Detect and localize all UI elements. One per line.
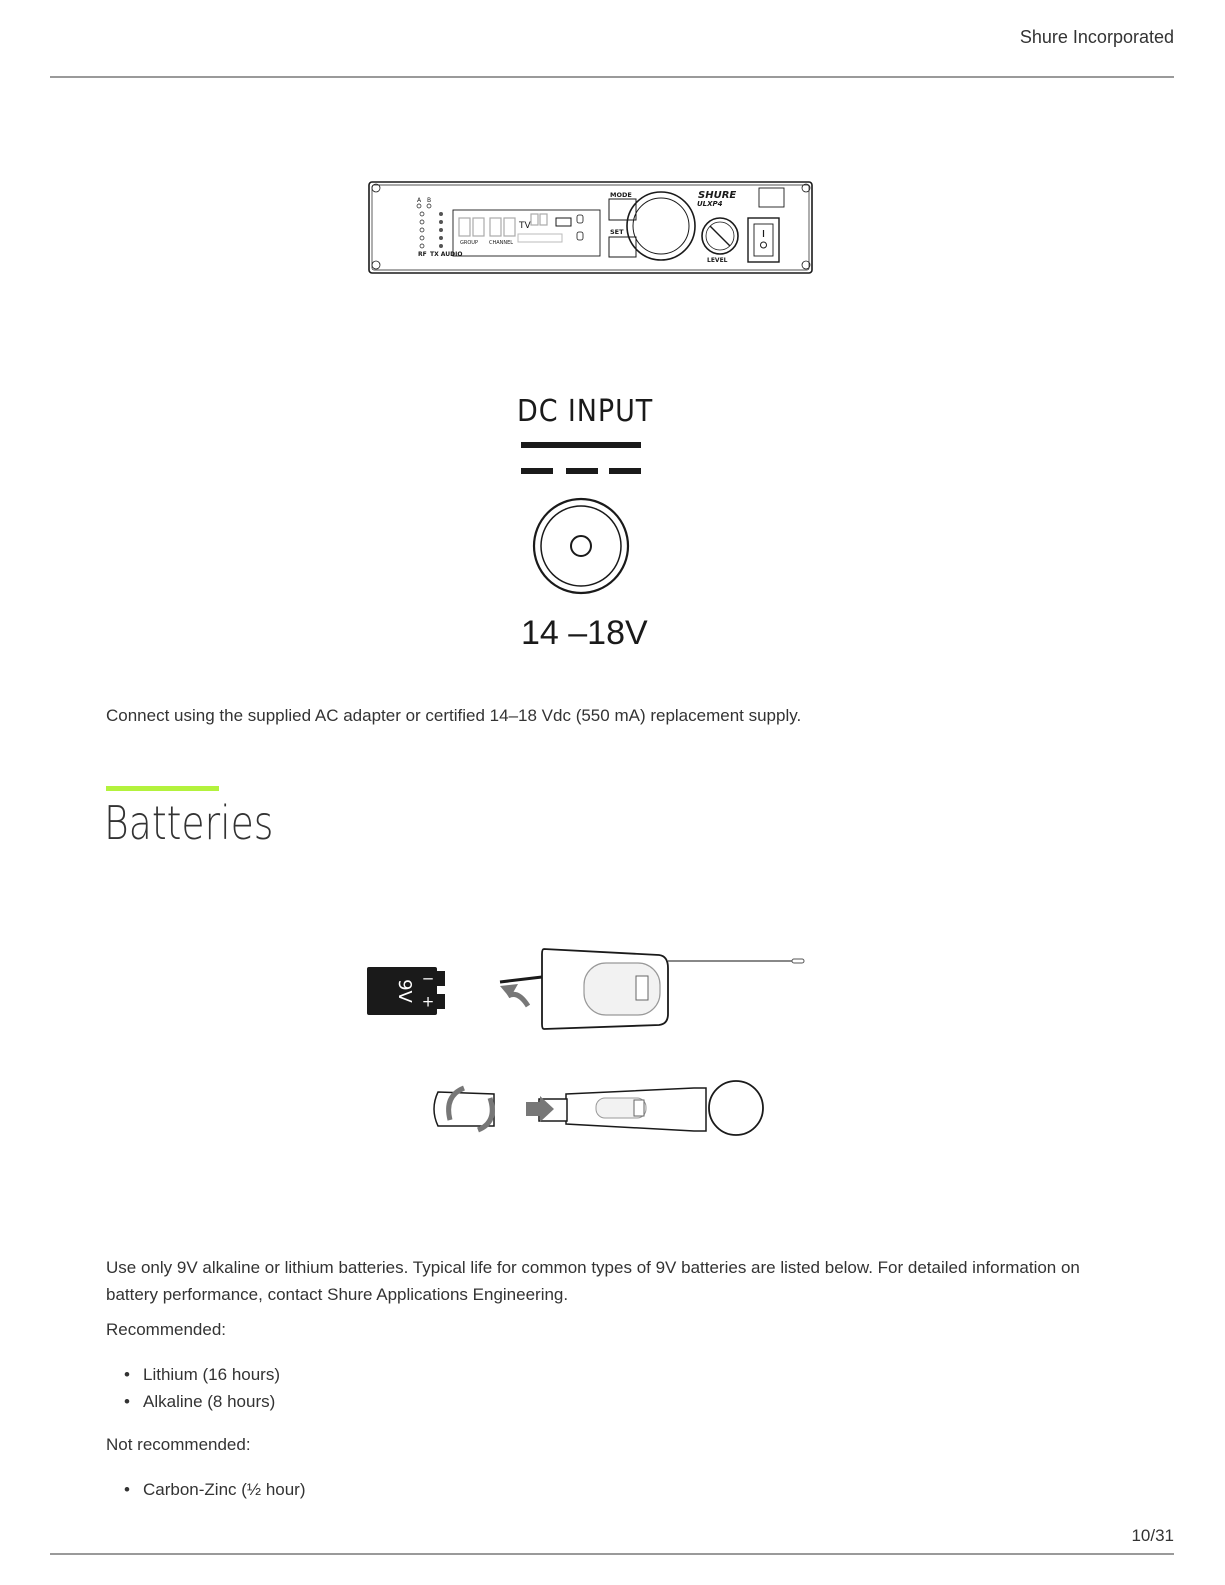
label-tx-audio: TX AUDIO — [430, 251, 463, 258]
model-name: ULXP4 — [697, 200, 723, 208]
not-recommended-label: Not recommended: — [106, 1435, 251, 1454]
list-item: • Lithium (16 hours) — [124, 1361, 280, 1388]
dc-jack-icon — [534, 499, 628, 593]
label-tv: TV — [519, 221, 531, 231]
brand-logo: SHURE — [698, 190, 737, 201]
label-b: B — [427, 197, 432, 204]
handheld-microphone-icon — [434, 1081, 763, 1135]
label-a: A — [417, 197, 422, 204]
dc-solid-line — [521, 442, 641, 448]
footer-divider — [50, 1553, 1174, 1555]
label-level: LEVEL — [707, 257, 728, 264]
battery-usage-text: Use only 9V alkaline or lithium batteries. Typical life for common types of 9V batteries are listed below. For detailed information on battery performance, contact Shure Applications Engineering. — [106, 1258, 1080, 1304]
battery-label: 9V — [394, 979, 415, 1003]
dc-input-voltage: 14 –18V — [521, 614, 648, 652]
page-number: 10/31 — [1131, 1526, 1174, 1545]
battery-minus: − — [421, 969, 435, 988]
recommended-list — [124, 1361, 280, 1415]
section-accent-bar — [106, 786, 219, 791]
dc-dashed-line — [521, 468, 641, 474]
list-item: • Carbon-Zinc (½ hour) — [124, 1476, 306, 1503]
bodypack-transmitter-icon — [500, 949, 804, 1029]
battery-installation-figure — [366, 946, 816, 1161]
section-title-batteries: Batteries — [104, 796, 274, 850]
label-group: GROUP — [460, 240, 478, 246]
not-recommended-list — [124, 1476, 306, 1503]
label-rf: RF — [418, 251, 427, 258]
label-set: SET — [610, 228, 624, 236]
connect-instruction: Connect using the supplied AC adapter or certified 14–18 Vdc (550 mA) replacement supply. — [106, 706, 802, 725]
header-company-name: Shure Incorporated — [1019, 27, 1174, 47]
recommended-label: Recommended: — [106, 1320, 227, 1339]
header-divider — [50, 76, 1174, 78]
battery-9v-icon — [367, 967, 445, 1015]
list-item: • Alkaline (8 hours) — [124, 1388, 280, 1415]
label-mode: MODE — [610, 191, 632, 199]
label-channel: CHANNEL — [489, 240, 514, 246]
receiver-front-panel-figure — [368, 181, 814, 276]
dc-input-label: DC INPUT — [517, 394, 654, 429]
battery-plus: + — [421, 992, 435, 1011]
